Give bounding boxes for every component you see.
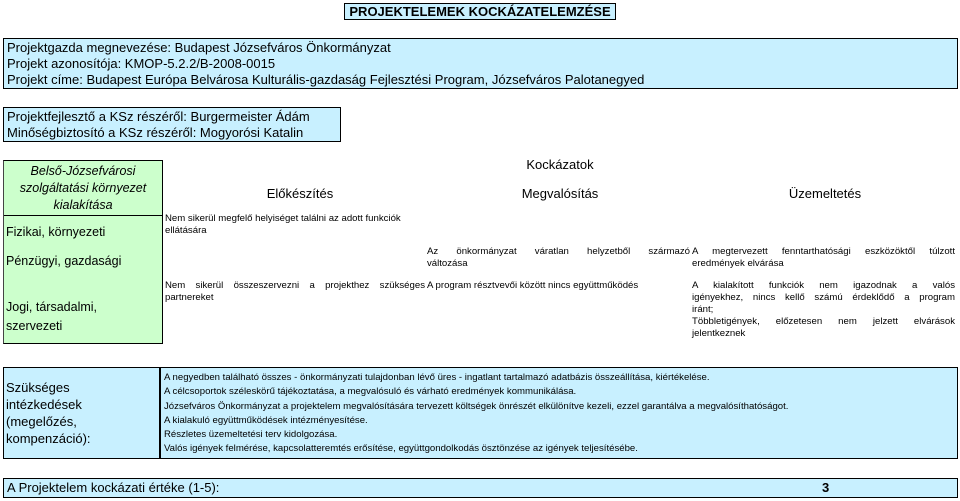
risk-prep-legal <box>165 280 425 304</box>
measures-label-line: (megelőzés, <box>6 414 77 429</box>
risk-value: 3 <box>822 480 830 495</box>
risks-heading: Kockázatok <box>526 157 594 172</box>
category-legal <box>6 298 97 336</box>
measures-list-box <box>160 367 958 459</box>
category-physical: Fizikai, környezeti <box>6 225 106 239</box>
measure-item: A negyedben található összes - önkormányzati tulajdonban lévő üres - ingatlant tartalmazó adatbázis összeállítása, kiértékelése. <box>164 372 710 383</box>
risk-text-line: A kialakított funkciók nem igazodnak a valós <box>692 280 955 291</box>
measure-item: A kialakuló együttműködések intézményesítése. <box>164 414 368 426</box>
risk-text-line: igényekhez, nincs kellő számú érdeklődő a program <box>692 292 955 303</box>
measure-item: Józsefváros Önkormányzat a projektelem megvalósítására tervezett költségek önrészét elkülönítve kezeli, ezzel garantálva a megvalósíthatóságot. <box>164 400 789 412</box>
risk-impl-financial <box>427 246 690 270</box>
risk-category-panel <box>3 160 163 344</box>
risk-impl-legal: A program résztvevői között nincs együttműködés <box>427 280 639 291</box>
panel-divider <box>4 215 162 216</box>
project-title: Projekt címe: Budapest Európa Belvárosa Kulturális-gazdaság Fejlesztési Program, Józsefváros Palotanegyed <box>7 72 645 87</box>
project-header-box <box>3 38 958 89</box>
risk-ops-legal <box>692 280 955 340</box>
project-element-title <box>4 163 162 214</box>
risk-ops-financial <box>692 246 955 270</box>
risk-text-line: Az önkormányzat váratlan helyzetből származó <box>427 246 690 257</box>
measures-label-line: kompenzáció): <box>6 431 91 446</box>
measure-item: Részletes üzemeltetési terv kidolgozása. <box>164 429 338 441</box>
measures-label-line: intézkedések <box>6 397 82 412</box>
quality-assurer-name: Minőségbiztosító a KSz részéről: Mogyorósi Katalin <box>7 125 304 140</box>
project-element-title-line: Belső-Józsefvárosi <box>30 164 136 178</box>
risk-text-line: eredmények elvárása <box>692 258 784 269</box>
measures-list <box>164 371 788 457</box>
category-legal-line: szervezeti <box>6 319 63 333</box>
measures-label-line: Szükséges <box>6 380 70 395</box>
page-title-box <box>344 3 616 20</box>
risk-value-box <box>3 478 958 498</box>
risk-prep-physical <box>165 213 427 237</box>
measure-item: Valós igények felmérése, kapcsolatteremtés erősítése, együttgondolkodás ösztönzése az igények teljesítésébe. <box>164 443 638 455</box>
category-financial: Pénzügyi, gazdasági <box>6 254 122 268</box>
risk-text-line: A megtervezett fenntarthatósági eszközöktől túlzott <box>692 246 955 257</box>
risk-text-line: változása <box>427 258 468 269</box>
category-legal-line: Jogi, társadalmi, <box>6 300 98 314</box>
phase-implementation: Megvalósítás <box>521 186 599 201</box>
measures-label-box <box>3 367 160 459</box>
measures-label <box>6 379 91 447</box>
project-id: Projekt azonosítója: KMOP-5.2.2/B-2008-0015 <box>7 56 276 71</box>
risk-text-line: Többletigények, előzetesen nem jelzett elvárások <box>692 316 955 327</box>
developer-name: Projektfejlesztő a KSz részéről: Burgermeister Ádám <box>7 109 310 124</box>
risk-text-line: jelentkeznek <box>692 328 746 339</box>
page-title: PROJEKTELEMEK KOCKÁZATELEMZÉSE <box>349 4 611 19</box>
phase-operation: Üzemeltetés <box>788 186 862 201</box>
project-owner: Projektgazda megnevezése: Budapest Józsefváros Önkormányzat <box>7 40 391 55</box>
project-element-title-line: kialakítása <box>53 198 113 212</box>
risk-text-line: Nem sikerül összeszervezni a projekthez szükséges <box>165 280 425 291</box>
risk-text-line: Nem sikerül megfelő helyiséget találni az adott funkciók <box>165 213 401 224</box>
measure-item: A célcsoportok széleskörű tájékoztatása, a megvalósuló és várható eredmények kommunikálása. <box>164 386 577 398</box>
risk-text-line: partnereket <box>165 292 214 303</box>
project-element-title-line: szolgáltatási környezet <box>19 181 147 195</box>
staff-box <box>3 107 341 142</box>
risk-text-line: iránt; <box>692 304 714 315</box>
risk-text-line: ellátására <box>165 225 207 236</box>
risk-value-label: A Projektelem kockázati értéke (1-5): <box>7 480 220 495</box>
phase-preparation: Előkészítés <box>266 186 334 201</box>
